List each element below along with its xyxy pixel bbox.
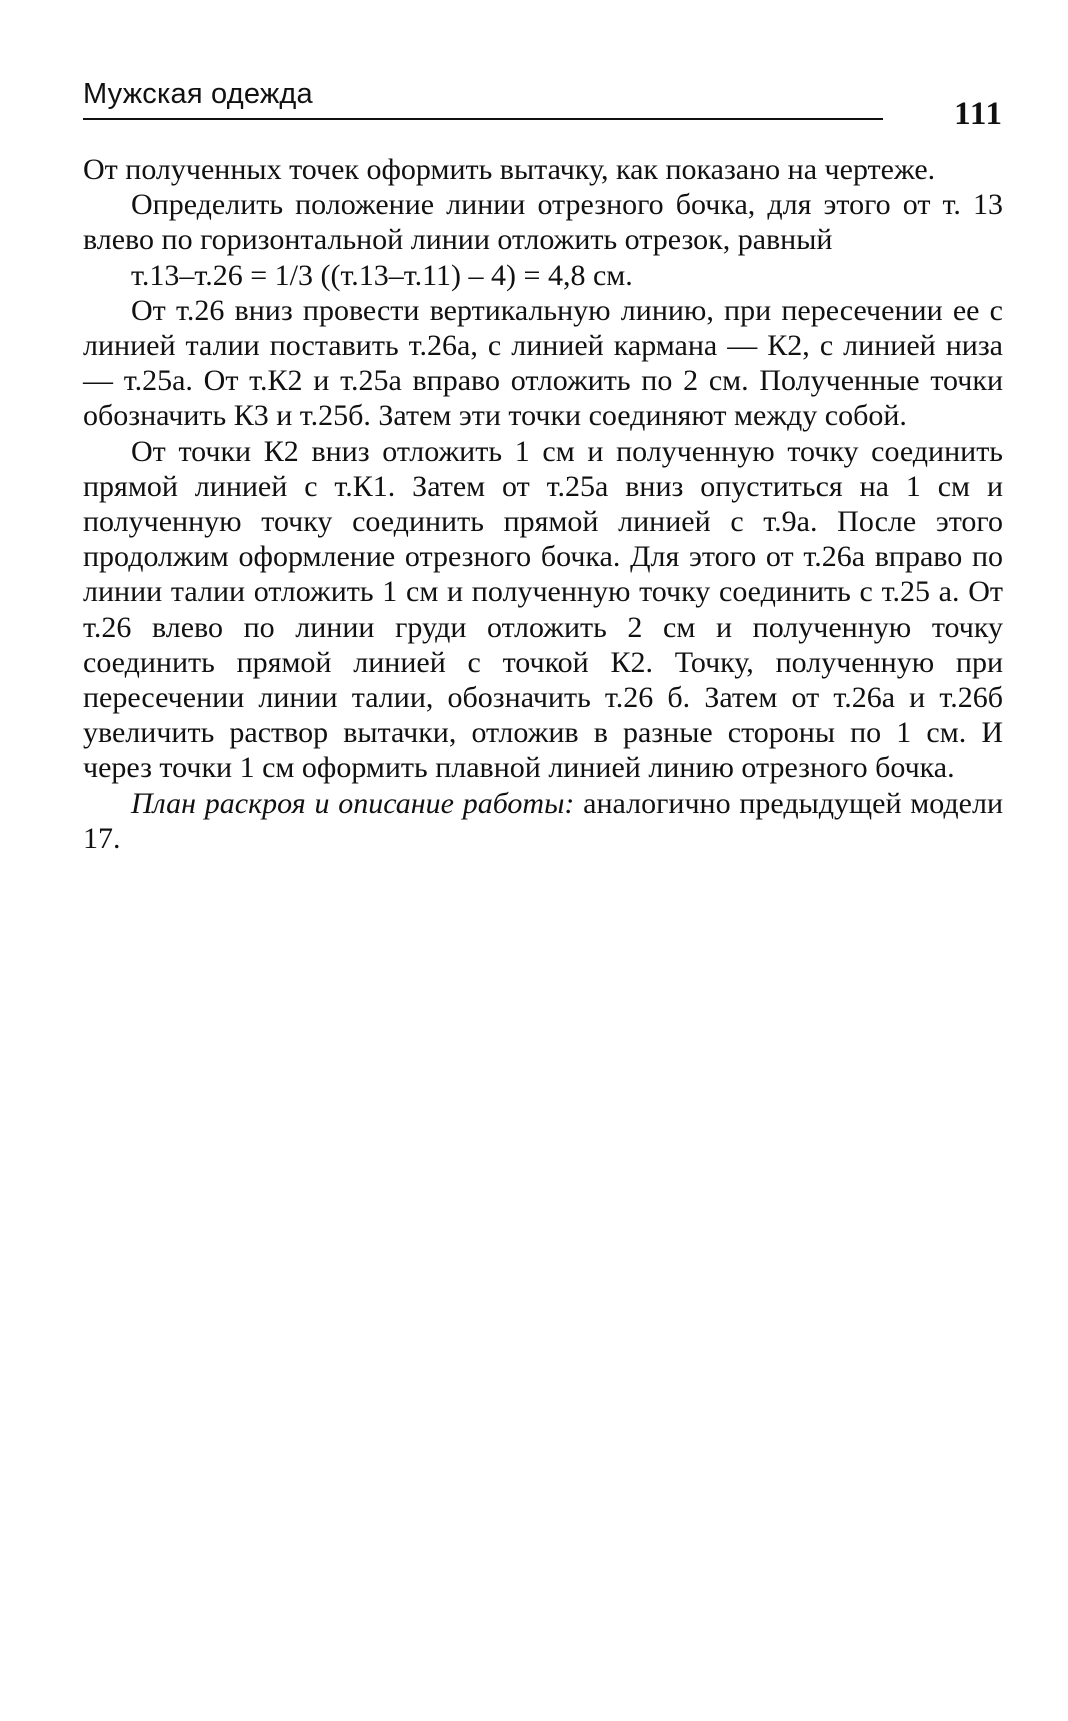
page-number: 111 — [954, 96, 1003, 132]
header-rule — [83, 118, 883, 120]
cutting-plan-label: План раскроя и описание работы: — [131, 786, 575, 820]
paragraph-dart: От полученных точек оформить вытачку, как показано на чертеже. — [83, 153, 936, 186]
section-title: Мужская одежда — [83, 78, 313, 110]
paragraph-vertical-line: От т.26 вниз провести вертикальную линию, при пересечении ее с линией талии поставить т.26а, с линией кармана — К2, с линией низа — т.25а. От т.К2 и т.25а вправо отложить по 2 см. Полученные точки обозначить К3 и т.25б. Затем эти точки соединяют между собой. — [83, 293, 1003, 433]
formula-line: т.13–т.26 = 1/3 ((т.13–т.11) – 4) = 4,8 см. — [131, 258, 633, 292]
running-head — [83, 70, 1003, 132]
cutting-plan-text: аналогично предыдущей модели 17. — [83, 786, 1004, 855]
paragraph-cutting-plan — [83, 786, 1003, 856]
paragraph-side-panel-shaping: От точки К2 вниз отложить 1 см и полученную точку соединить прямой линией с т.К1. Затем от т.25а вниз опуститься на 1 см и полученную точку соединить прямой линией с т.9а. После этого продолжим оформление отрезного бочка. Для этого от т.26а вправо по линии талии отложить 1 см и полученную точку соединить с т.25 а. От т.26 влево по линии груди отложить 2 см и полученную точку соединить прямой линией с точкой К2. Точку, полученную при пересечении линии талии, обозначить т.26 б. Затем от т.26а и т.26б увеличить раствор вытачки, отложив в разные стороны по 1 см. И через точки 1 см оформить плавной линией линию отрезного бочка. — [83, 434, 1003, 785]
paragraph-side-panel-position: Определить положение линии отрезного бочка, для этого от т. 13 влево по горизонтальной линии отложить отрезок, равный — [83, 188, 1003, 257]
body-text — [83, 152, 1003, 856]
book-page — [83, 70, 1003, 856]
